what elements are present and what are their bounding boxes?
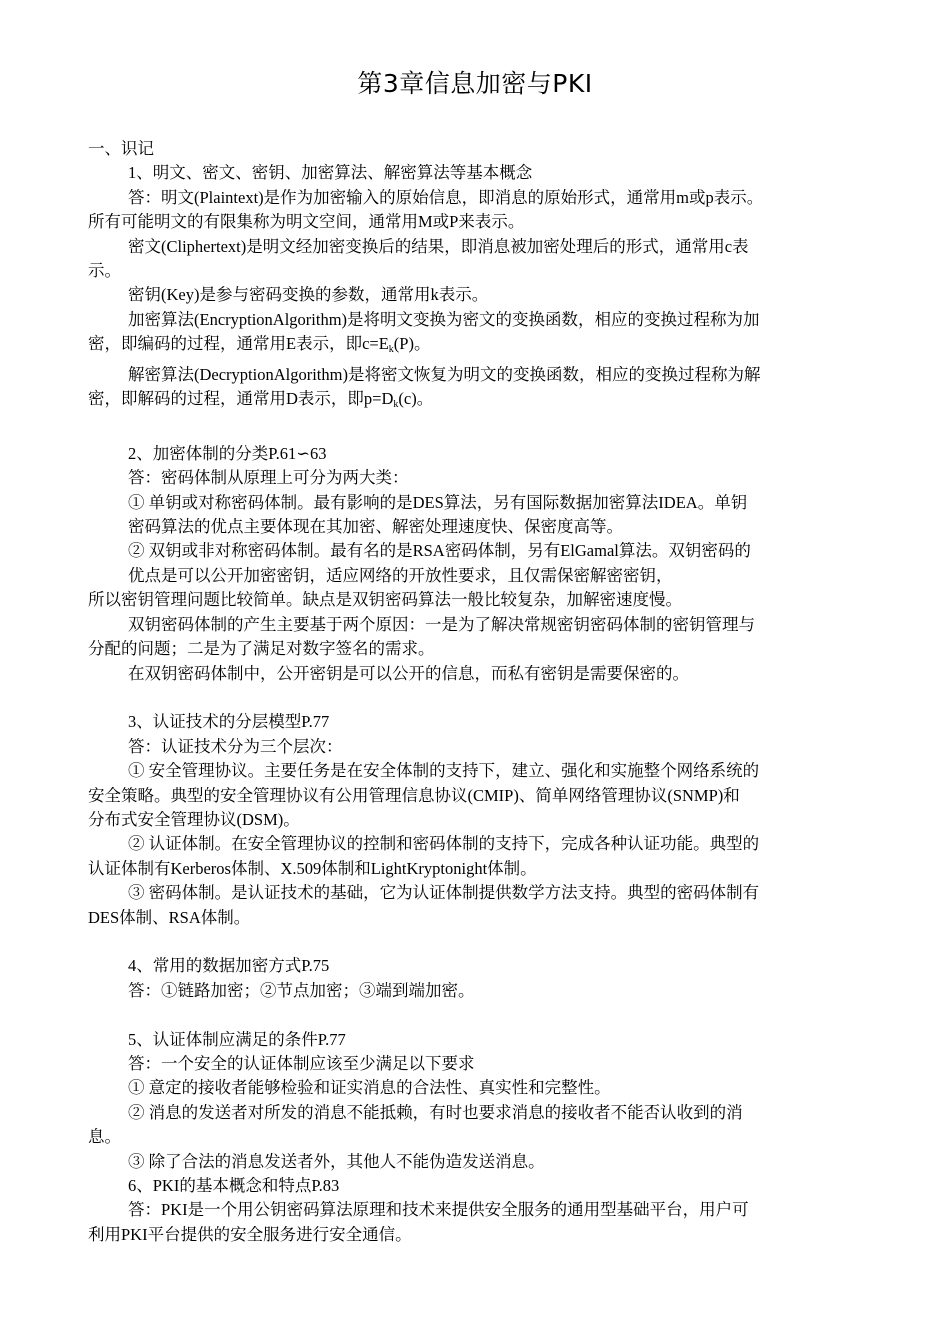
answer-2-public-key-line: 在双钥密码体制中，公开密钥是可以公开的信息，而私有密钥是需要保密的。 bbox=[128, 663, 689, 683]
spacer bbox=[88, 417, 868, 441]
section-heading-recognition: 一、识记 bbox=[88, 139, 154, 158]
answer-3-item-3-line-2: DES体制、RSA体制。 bbox=[88, 907, 251, 927]
decryption-formula-tail: (c)。 bbox=[398, 389, 434, 409]
answer-2-intro: 答：密码体制从原理上可分为两大类： bbox=[128, 468, 409, 488]
question-5-heading: 5、认证体制应满足的条件P.77 bbox=[128, 1029, 346, 1049]
spacer bbox=[88, 930, 868, 954]
answer-1-decryption-line-1: 解密算法(DecryptionAlgorithm)是将密文恢复为明文的变换函数，相应的变换过程称为解 bbox=[128, 364, 761, 384]
answer-2-item-2-line-1: ② 双钥或非对称密码体制。最有名的是RSA密码体制，另有ElGamal算法。双钥密码的 bbox=[128, 541, 751, 561]
answer-6-line-2: 利用PKI平台提供的安全服务进行安全通信。 bbox=[88, 1224, 412, 1244]
encryption-formula-tail: (P)。 bbox=[393, 334, 431, 354]
answer-2-item-1-line-2: 密码算法的优点主要体现在其加密、解密处理速度快、保密度高等。 bbox=[128, 517, 623, 537]
answer-1-plaintext-line-2: 所有可能明文的有限集称为明文空间，通常用M或P来表示。 bbox=[88, 212, 525, 232]
answer-3-item-2-line-2: 认证体制有Kerberos体制、X.509体制和LightKryptonight体制。 bbox=[88, 858, 537, 878]
question-1-heading: 1、明文、密文、密钥、加密算法、解密算法等基本概念 bbox=[128, 163, 533, 183]
answer-3-item-1-line-2: 安全策略。典型的安全管理协议有公用管理信息协议(CMIP)、简单网络管理协议(SNMP)和 bbox=[88, 785, 740, 805]
answer-1-plaintext-line-1: 答：明文(Plaintext)是作为加密输入的原始信息，即消息的原始形式，通常用m或p表示。 bbox=[128, 187, 764, 207]
answer-2-item-1-line-1: ① 单钥或对称密码体制。最有影响的是DES算法，另有国际数据加密算法IDEA。单钥 bbox=[128, 492, 748, 512]
answer-5-intro: 答：一个安全的认证体制应该至少满足以下要求 bbox=[128, 1053, 475, 1073]
document-body bbox=[88, 137, 868, 1247]
answer-3-item-1-line-1: ① 安全管理协议。主要任务是在安全体制的支持下，建立、强化和实施整个网络系统的 bbox=[128, 761, 760, 781]
answer-1-decryption-line-2 bbox=[88, 387, 868, 417]
encryption-formula-text: 密，即编码的过程，通常用E表示，即c=E bbox=[88, 334, 389, 354]
question-4-heading: 4、常用的数据加密方式P.75 bbox=[128, 956, 330, 976]
answer-2-reason-line-1: 双钥密码体制的产生主要基于两个原因：一是为了解决常规密钥密码体制的密钥管理与 bbox=[128, 614, 755, 634]
decryption-formula-text: 密，即解码的过程，通常用D表示，即p=D bbox=[88, 389, 394, 409]
question-2-heading: 2、加密体制的分类P.61∽63 bbox=[128, 443, 327, 463]
answer-3-item-1-line-3: 分布式安全管理协议(DSM)。 bbox=[88, 809, 300, 829]
answer-1-encryption-line-1: 加密算法(EncryptionAlgorithm)是将明文变换为密文的变换函数，相应的变换过程称为加 bbox=[128, 309, 760, 329]
answer-5-item-1: ① 意定的接收者能够检验和证实消息的合法性、真实性和完整性。 bbox=[128, 1078, 611, 1098]
spacer bbox=[88, 1003, 868, 1027]
answer-2-reason-line-2: 分配的问题；二是为了满足对数字签名的需求。 bbox=[88, 639, 435, 659]
answer-1-key-line: 密钥(Key)是参与密码变换的参数，通常用k表示。 bbox=[128, 285, 489, 305]
answer-2-item-2-line-3: 所以密钥管理问题比较简单。缺点是双钥密码算法一般比较复杂，加解密速度慢。 bbox=[88, 590, 682, 610]
answer-3-item-3-line-1: ③ 密码体制。是认证技术的基础，它为认证体制提供数学方法支持。典型的密码体制有 bbox=[128, 883, 760, 903]
answer-1-ciphertext-line-1: 密文(Cliphertext)是明文经加密变换后的结果，即消息被加密处理后的形式，通常用c表 bbox=[128, 236, 749, 256]
answer-5-item-2-line-2: 息。 bbox=[88, 1127, 121, 1147]
page-title: 第3章信息加密与PKI bbox=[357, 69, 593, 98]
encryption-formula-subscript: k bbox=[388, 344, 394, 356]
answer-2-item-2-line-2: 优点是可以公开加密密钥，适应网络的开放性要求，且仅需保密解密密钥， bbox=[128, 565, 673, 585]
answer-5-item-2-line-1: ② 消息的发送者对所发的消息不能抵赖，有时也要求消息的接收者不能否认收到的消 bbox=[128, 1102, 743, 1122]
question-3-heading: 3、认证技术的分层模型P.77 bbox=[128, 712, 330, 732]
answer-6-line-1: 答：PKI是一个用公钥密码算法原理和技术来提供安全服务的通用型基础平台，用户可 bbox=[128, 1200, 749, 1220]
answer-3-intro: 答：认证技术分为三个层次： bbox=[128, 736, 343, 756]
answer-1-encryption-line-2 bbox=[88, 332, 868, 362]
answer-3-item-2-line-1: ② 认证体制。在安全管理协议的控制和密码体制的支持下，完成各种认证功能。典型的 bbox=[128, 834, 760, 854]
answer-4: 答：①链路加密；②节点加密；③端到端加密。 bbox=[128, 980, 475, 1000]
answer-5-item-3: ③ 除了合法的消息发送者外，其他人不能伪造发送消息。 bbox=[128, 1151, 545, 1171]
spacer bbox=[88, 686, 868, 710]
decryption-formula-subscript: k bbox=[393, 399, 399, 411]
question-6-heading: 6、PKI的基本概念和特点P.83 bbox=[128, 1176, 340, 1195]
answer-1-ciphertext-line-2: 示。 bbox=[88, 261, 121, 281]
